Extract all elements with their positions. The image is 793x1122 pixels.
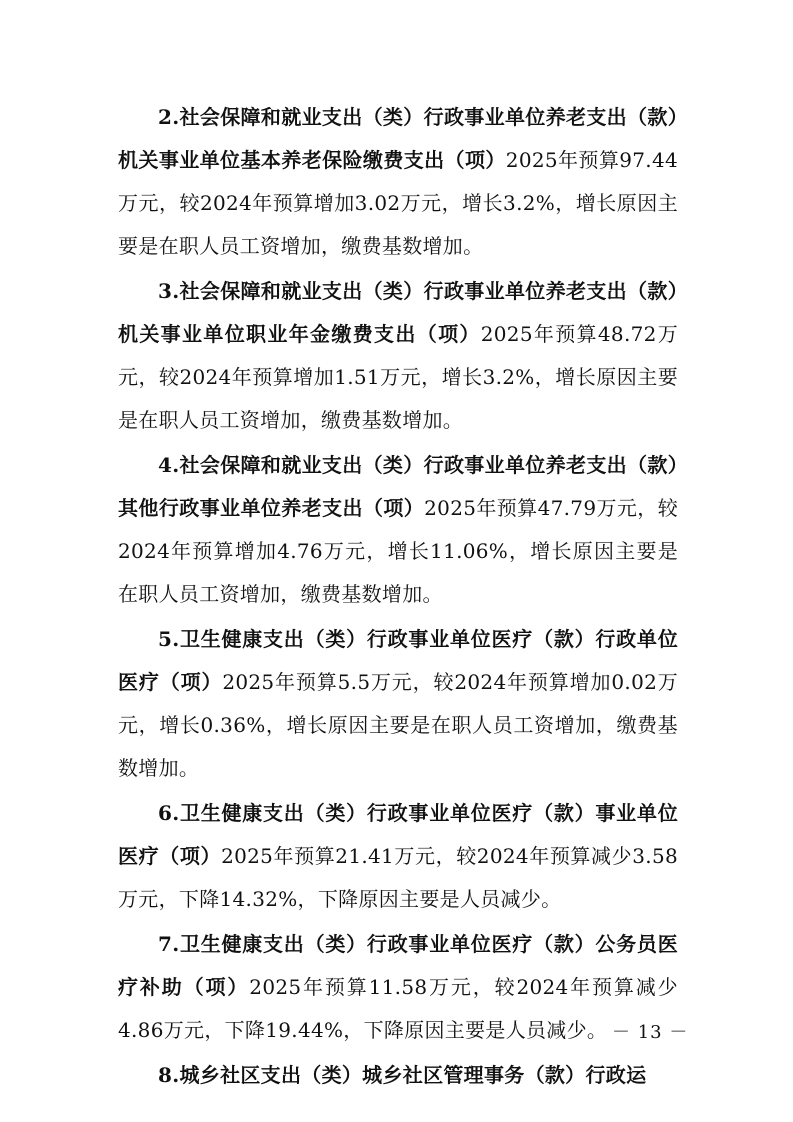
paragraph-item-3 xyxy=(118,270,678,442)
paragraph-item-4 xyxy=(118,444,678,616)
paragraph-text: 2025年预算97.44万元，较2024年预算增加3.02万元，增长3.2%，增长原因主要是在职人员工资增加，缴费基数增加。 xyxy=(118,148,678,258)
paragraph-text: 2025年预算48.72万元，较2024年预算增加1.51万元，增长3.2%，增长原因主要是在职人员工资增加，缴费基数增加。 xyxy=(118,322,678,432)
paragraph-text: 2025年预算21.41万元，较2024年预算减少3.58万元，下降14.32%，下降原因主要是人员减少。 xyxy=(118,844,678,911)
paragraph-item-7 xyxy=(118,923,678,1052)
paragraph-item-8 xyxy=(118,1054,678,1097)
paragraph-text: 2025年预算47.79万元，较2024年预算增加4.76万元，增长11.06%，增长原因主要是在职人员工资增加，缴费基数增加。 xyxy=(118,496,678,606)
paragraph-text: 2025年预算11.58万元，较2024年预算减少4.86万元，下降19.44%，下降原因主要是人员减少。 xyxy=(118,975,678,1042)
paragraph-heading: 6.卫生健康支出（类）行政事业单位医疗（款）事业单位医疗（项） xyxy=(118,801,678,868)
paragraph-item-6 xyxy=(118,792,678,921)
paragraph-heading: 4.社会保障和就业支出（类）行政事业单位养老支出（款）其他行政事业单位养老支出（项） xyxy=(118,453,678,520)
paragraph-item-2 xyxy=(118,96,678,268)
paragraph-text: 2025年预算5.5万元，较2024年预算增加0.02万元，增长0.36%，增长原因主要是在职人员工资增加，缴费基数增加。 xyxy=(118,670,679,780)
paragraph-item-5 xyxy=(118,618,678,790)
paragraph-heading: 3.社会保障和就业支出（类）行政事业单位养老支出（款）机关事业单位职业年金缴费支出（项） xyxy=(118,279,678,346)
paragraph-heading: 7.卫生健康支出（类）行政事业单位医疗（款）公务员医疗补助（项） xyxy=(118,932,678,999)
paragraph-heading: 5.卫生健康支出（类）行政事业单位医疗（款）行政单位医疗（项） xyxy=(118,627,678,694)
paragraph-heading: 8.城乡社区支出（类）城乡社区管理事务（款）行政运 xyxy=(158,1063,647,1087)
document-body xyxy=(118,96,678,1097)
page-number: － 13 － xyxy=(612,1022,689,1043)
paragraph-heading: 2.社会保障和就业支出（类）行政事业单位养老支出（款）机关事业单位基本养老保险缴费支出（项） xyxy=(118,105,678,172)
